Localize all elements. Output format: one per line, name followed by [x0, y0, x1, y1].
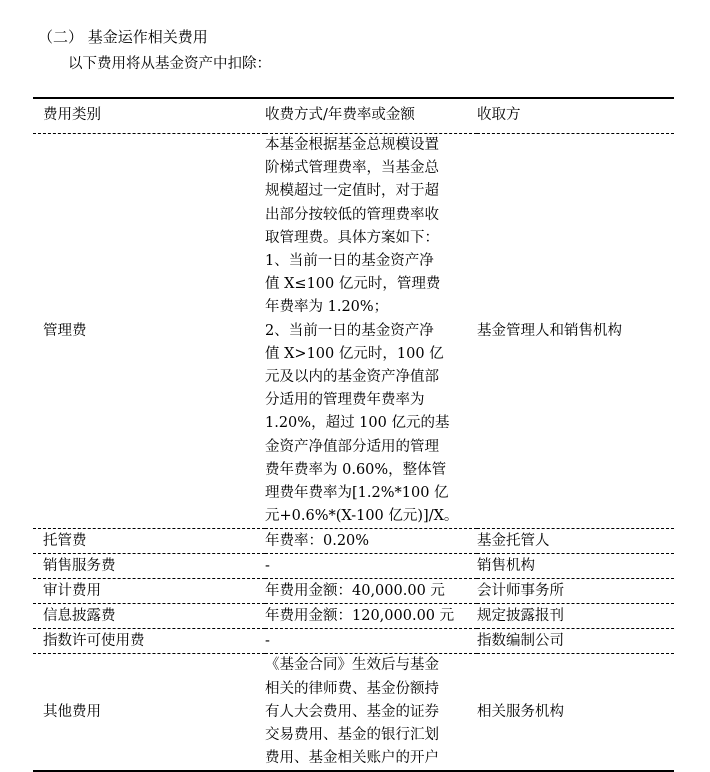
recipient-cell: 会计师事务所 [477, 582, 564, 599]
category-cell: 信息披露费 [43, 607, 116, 624]
text-line: 2、当前一日的基金资产净 [265, 322, 434, 339]
text-line: 出部分按较低的管理费率收 [265, 206, 439, 223]
text-line: 费用、基金相关账户的开户 [265, 750, 439, 767]
text-line: 交易费用、基金的银行汇划 [265, 727, 439, 744]
recipient-cell: 相关服务机构 [477, 703, 564, 720]
table-row [33, 554, 674, 579]
recipient-cell: 基金托管人 [477, 532, 550, 549]
text-line: 阶梯式管理费率，当基金总 [265, 160, 439, 177]
recipient-cell: 规定披露报刊 [477, 607, 564, 624]
intro-text: 以下费用将从基金资产中扣除： [68, 56, 271, 72]
recipient-cell: 指数编制公司 [477, 632, 564, 649]
text-line: 分适用的管理费年费率为 [265, 392, 425, 409]
table-row-other-fees [33, 654, 674, 772]
method-cell: 年费率：0.20% [265, 532, 370, 549]
fee-table [33, 97, 674, 772]
category-cell: 托管费 [43, 532, 87, 549]
table-row-management-fee [33, 134, 674, 529]
category-cell: 销售服务费 [43, 557, 116, 574]
text-line: 有人大会费用、基金的证券 [265, 703, 439, 720]
method-cell: - [265, 557, 270, 574]
text-line: 金资产净值部分适用的管理 [265, 438, 439, 455]
text-line: 年费率为 1.20%； [265, 299, 389, 316]
header-recipient: 收取方 [477, 107, 521, 124]
text-line: 《基金合同》生效后与基金 [265, 657, 439, 674]
text-line: 1.20%，超过 100 亿元的基 [265, 415, 450, 432]
method-cell [265, 134, 477, 529]
table-row [33, 629, 674, 654]
section-heading: （二） 基金运作相关费用 [38, 28, 208, 46]
text-line: 本基金根据基金总规模设置 [265, 137, 439, 153]
text-line: 值 X>100 亿元时，100 亿 [265, 345, 444, 362]
table-row [33, 529, 674, 554]
text-line: 1、当前一日的基金资产净 [265, 253, 434, 270]
header-method: 收费方式/年费率或金额 [265, 107, 415, 124]
text-line: 费年费率为 0.60%，整体管 [265, 461, 447, 478]
table-row [33, 579, 674, 604]
category-cell: 审计费用 [43, 582, 101, 599]
text-line: 规模超过一定值时，对于超 [265, 183, 439, 200]
table-header-row [33, 98, 674, 134]
text-line: 元及以内的基金资产净值部 [265, 369, 439, 386]
header-category: 费用类别 [43, 107, 101, 124]
method-cell: - [265, 632, 270, 649]
table-row [33, 604, 674, 629]
method-cell: 年费用金额：40,000.00 元 [265, 582, 445, 599]
text-line: 取管理费。具体方案如下： [265, 229, 439, 246]
recipient-cell: 销售机构 [477, 557, 535, 574]
category-cell: 管理费 [43, 322, 87, 339]
category-cell: 指数许可使用费 [43, 632, 145, 649]
method-cell [265, 654, 477, 772]
text-line: 理费年费率为[1.2%*100 亿 [265, 485, 449, 502]
category-cell: 其他费用 [43, 703, 101, 720]
text-line: 元+0.6%*(X-100 亿元)]/X。 [265, 508, 459, 525]
text-line: 值 X≤100 亿元时，管理费 [265, 276, 441, 293]
method-cell: 年费用金额：120,000.00 元 [265, 607, 455, 624]
recipient-cell: 基金管理人和销售机构 [477, 322, 622, 339]
text-line: 相关的律师费、基金份额持 [265, 680, 439, 697]
